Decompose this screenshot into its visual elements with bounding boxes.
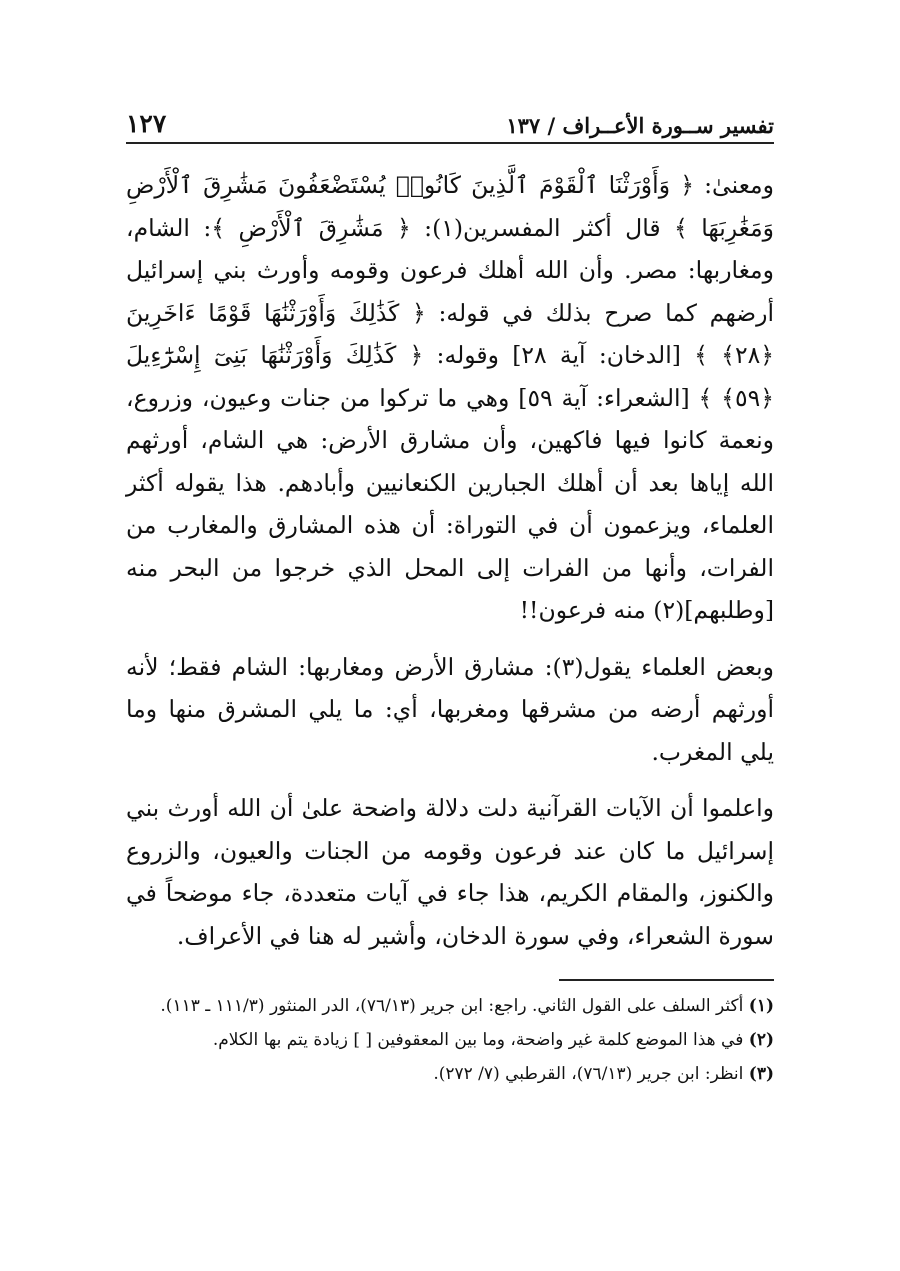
footnotes [126,991,774,1089]
paragraph-2: وبعض العلماء يقول(٣): مشارق الأرض ومغاربها: الشام فقط؛ لأنه أورثهم أرضه من مشرقها ومغربها، أي: ما يلي المشرق منها وما يلي المغرب. [126,652,774,766]
page-number: ١٢٧ [126,109,167,138]
page-header [126,104,774,144]
main-text [126,164,774,957]
footnote-text: في هذا الموضع كلمة غير واضحة، وما بين المعقوفين [ ] زيادة يتم بها الكلام. [212,1030,744,1050]
running-title: تفسير ســورة الأعــراف / ١٣٧ [506,113,774,138]
footnote-separator [559,979,774,981]
footnote-2 [126,1025,774,1055]
paragraph-3: واعلموا أن الآيات القرآنية دلت دلالة واضحة علىٰ أن الله أورث بني إسرائيل ما كان عند فرعون وقومه من الجنات والعيون، والزروع والكنوز، والمقام الكريم، هذا جاء في آيات متعددة، جاء موضحاً في سورة الشعراء، وفي سورة الدخان، وأشير له هنا في الأعراف. [126,794,774,950]
footnote-number: (١) [748,996,774,1016]
footnote-1 [126,991,774,1021]
footnote-number: (٣) [748,1064,774,1084]
footnote-text: انظر: ابن جرير (٧٦/١٣)، القرطبي (٧/ ٢٧٢). [433,1064,744,1084]
footnote-3 [126,1059,774,1089]
book-page [126,104,774,1224]
footnote-text: أكثر السلف على القول الثاني. راجع: ابن جرير (٧٦/١٣)، الدر المنثور (١١١/٣ ـ ١١٣). [160,996,744,1016]
paragraph-1: ومعنىٰ: ﴿ وَأَوْرَثْنَا ٱلْقَوْمَ ٱلَّذِينَ كَانُوا۟ يُسْتَضْعَفُونَ مَشَٰرِقَ ٱلْأَرْضِ وَمَغَٰرِبَهَا ﴾ قال أكثر المفسرين(١): ﴿ مَشَٰرِقَ ٱلْأَرْضِ ﴾: الشام، ومغاربها: مصر. وأن الله أهلك فرعون وقومه وأورث بني إسرائيل أرضهم كما صرح بذلك في قوله: ﴿ كَذَٰلِكَ وَأَوْرَثْنَٰهَا قَوْمًا ءَاخَرِينَ ﴿٢٨﴾ ﴾ [الدخان: آية ٢٨] وقوله: ﴿ كَذَٰلِكَ وَأَوْرَثْنَٰهَا بَنِىٓ إِسْرَٰٓءِيلَ ﴿٥٩﴾ ﴾ [الشعراء: آية ٥٩] وهي ما تركوا من جنات وعيون، وزروع، ونعمة كانوا فيها فاكهين، وأن مشارق الأرض: هي الشام، أورثهم الله إياها بعد أن أهلك الجبارين الكنعانيين وأبادهم. هذا يقوله أكثر العلماء، ويزعمون أن في التوراة: أن هذه المشارق والمغارب من الفرات، وأنها من الفرات إلى المحل الذي خرجوا من البحر منه [وطلبهم](٢) منه فرعون!! [126,171,775,624]
footnote-number: (٢) [748,1030,774,1050]
